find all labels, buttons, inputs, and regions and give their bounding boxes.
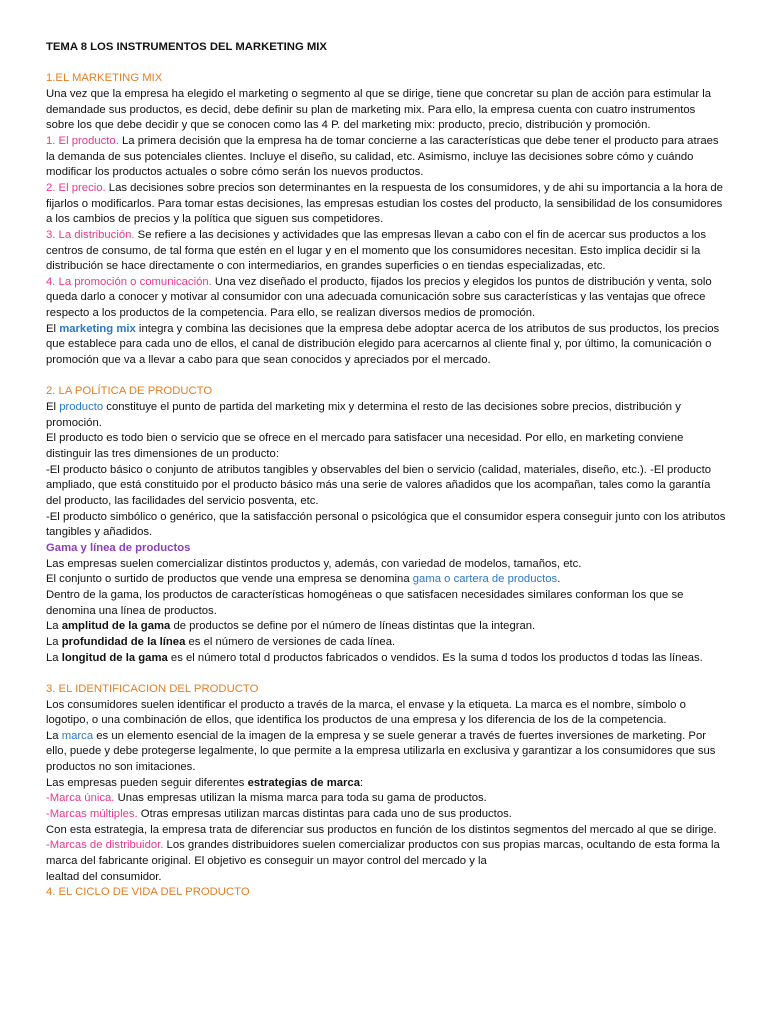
- text: Se refiere a las decisiones y actividades que las empresas llevan a cabo con el fin de acercar sus productos a los centros de consumo, de tal forma que estén en el lugar y en el momento que los consumidores necesitan. Esto implica decidir si la distribución se hace directamente o con intermediarios, en grandes superficies o en tiendas especializadas, etc.: [46, 228, 706, 273]
- text: es el número de versiones de cada línea.: [185, 635, 396, 648]
- paragraph: [46, 635, 726, 651]
- document-title: TEMA 8 LOS INSTRUMENTOS DEL MARKETING MIX: [46, 41, 327, 53]
- document-page: [46, 40, 726, 901]
- text: :: [360, 776, 364, 789]
- section-heading-ciclo-vida: 4. EL CICLO DE VIDA DEL PRODUCTO: [46, 886, 250, 899]
- text: Otras empresas utilizan marcas distintas para cada uno de sus productos.: [137, 808, 512, 821]
- text: integra y combina las decisiones que la empresa debe adoptar acerca de los atributos de sus productos, los precios que establece para cada uno de ellos, el canal de distribución elegido para acercarnos al cliente final y, por último, la comunicación o promoción que va a llevar a cabo para que sean conocidos y apreciados por el mercado.: [46, 322, 720, 367]
- term-marcas-multiples: -Marcas múltiples.: [46, 808, 138, 821]
- text: La: [46, 729, 62, 742]
- term-marcas-distribuidor: -Marcas de distribuidor.: [46, 839, 164, 852]
- spacer: [46, 56, 726, 72]
- paragraph: [46, 776, 726, 792]
- term-marca-unica: -Marca única.: [46, 792, 115, 805]
- paragraph: [46, 651, 726, 667]
- term-distribucion: 3. La distribución.: [46, 228, 135, 241]
- term-promocion: 4. La promoción o comunicación.: [46, 275, 212, 288]
- text: La: [46, 651, 62, 664]
- text: La primera decisión que la empresa ha de tomar concierne a las características que debe tener el producto para atraes la demanda de sus potenciales clientes. Incluye el diseño, su calidad, etc. Asimismo, incluye las decisiones sobre cómo y cuándo modificar los productos actuales o sobre cómo serán los nuevos productos.: [46, 134, 719, 179]
- spacer: [46, 666, 726, 682]
- text: La: [46, 620, 62, 633]
- paragraph: [46, 134, 726, 181]
- subheading-gama: Gama y línea de productos: [46, 541, 191, 554]
- text: es el número total d productos fabricados o vendidos. Es la suma d todos los productos d todas las líneas.: [167, 651, 703, 664]
- paragraph: lealtad del consumidor.: [46, 870, 162, 883]
- text: Una vez diseñado el producto, fijados los precios y elegidos los puntos de distribución y venta, solo queda darlo a conocer y motivar al consumidor con una adecuada comunicación sobre sus características y las ventajas que ofrece respecto a los productos de la competencia. Para ello, se realizan diversos medios de promoción.: [46, 275, 712, 320]
- paragraph: Los consumidores suelen identificar el producto a través de la marca, el envase y la etiqueta. La marca es el nombre, símbolo o logotipo, o una combinación de ellos, que identifica los productos de una empresa y los diferencia de los de la competencia.: [46, 698, 686, 727]
- paragraph: -El producto simbólico o genérico, que la satisfacción personal o psicológica que el consumidor espera conseguir junto con los atributos tangibles y añadidos.: [46, 510, 726, 539]
- text: constituye el punto de partida del marketing mix y determina el resto de las decisiones sobre precios, distribución y promoción.: [46, 401, 681, 429]
- paragraph: Dentro de la gama, los productos de características homogéneas o que satisfacen necesidades similares conforman los que se denomina una línea de productos.: [46, 588, 684, 617]
- section-heading-marketing-mix: 1.EL MARKETING MIX: [46, 72, 163, 85]
- text: El conjunto o surtido de productos que vende una empresa se denomina: [46, 573, 413, 586]
- term-gama: gama o cartera de productos: [412, 573, 558, 586]
- term-profundidad: profundidad de la línea: [61, 635, 186, 648]
- term-marketing-mix: marketing mix: [59, 322, 136, 335]
- text: es un elemento esencial de la imagen de la empresa y se suele generar a través de fuertes inversiones de marketing. Por ello, puede y debe protegerse legalmente, lo que permite a la empresa utilizarla en exclusiva y garantizar a los consumidores que sus productos no son imitaciones.: [46, 729, 716, 774]
- term-precio: 2. El precio.: [46, 181, 106, 194]
- paragraph: Una vez que la empresa ha elegido el marketing o segmento al que se dirige, tiene que concretar su plan de acción para estimular la demandade sus productos, es decid, debe definir su plan de marketing mix. Para ello, la empresa cuenta con cuatro instrumentos sobre los que debe decidir y que se conocen como las 4 P. del marketing mix: producto, precio, distribución y promoción.: [46, 87, 712, 132]
- section-heading-identificacion: 3. EL IDENTIFICACION DEL PRODUCTO: [46, 682, 259, 695]
- section-heading-politica-producto: 2. LA POLÍTICA DE PRODUCTO: [46, 385, 213, 398]
- text: La: [46, 635, 62, 648]
- term-producto: producto: [59, 401, 104, 414]
- term-producto: 1. El producto.: [46, 134, 119, 147]
- paragraph: [46, 729, 726, 776]
- paragraph: [46, 275, 726, 322]
- term-amplitud: amplitud de la gama: [61, 620, 171, 633]
- paragraph: [46, 791, 726, 807]
- paragraph: [46, 572, 726, 588]
- paragraph: [46, 181, 726, 228]
- paragraph: [46, 228, 726, 275]
- paragraph: Con esta estrategia, la empresa trata de diferenciar sus productos en función de los distintos segmentos del mercado al que se dirige.: [46, 823, 717, 836]
- text: Las decisiones sobre precios son determinantes en la respuesta de los consumidores, y de ahi su importancia a la hora de fijarlos o modificarlos. Para tomar estas decisiones, las empresas estudian los costes del producto, la sensibilidad de los consumidores a los cambios de precios y la política que siguen sus competidores.: [46, 181, 723, 226]
- term-longitud: longitud de la gama: [61, 651, 168, 664]
- text: de productos se define por el número de líneas distintas que la integran.: [170, 620, 536, 633]
- paragraph: [46, 838, 726, 869]
- paragraph: -El producto básico o conjunto de atributos tangibles y observables del bien o servicio (calidad, materiales, diseño, etc.). -El producto ampliado, que está constituido por el producto básico más una serie de valores añadidos que los acompañan, tales como la garantía del producto, las facilidades del servicio posventa, etc.: [46, 463, 711, 507]
- text: El: [46, 322, 60, 335]
- paragraph: [46, 322, 726, 369]
- text: .: [557, 573, 561, 586]
- text: Las empresas pueden seguir diferentes: [46, 776, 248, 789]
- paragraph: [46, 619, 726, 635]
- text: Los grandes distribuidores suelen comercializar productos con sus propias marcas, ocultando de esta forma la marca del fabricante original. El objetivo es conseguir un mayor control del mercado y la: [46, 839, 720, 868]
- paragraph: [46, 400, 726, 431]
- term-marca: marca: [61, 729, 94, 742]
- text: Unas empresas utilizan la misma marca para toda su gama de productos.: [114, 792, 487, 805]
- term-estrategias: estrategias de marca: [247, 776, 360, 789]
- paragraph: Las empresas suelen comercializar distintos productos y, además, con variedad de modelos, tamaños, etc.: [46, 557, 582, 570]
- paragraph: El producto es todo bien o servicio que se ofrece en el mercado para satisfacer una necesidad. Por ello, en marketing conviene distinguir las tres dimensiones de un producto:: [46, 432, 684, 461]
- paragraph: [46, 807, 726, 823]
- spacer: [46, 369, 726, 385]
- text: El: [46, 401, 60, 414]
